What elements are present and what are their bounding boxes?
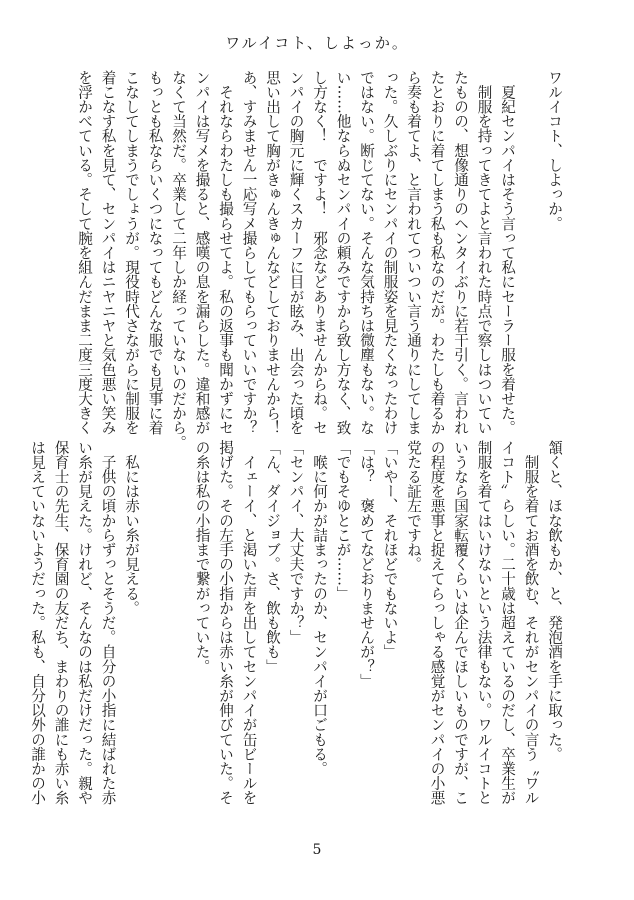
page-number: 5 [312,842,322,858]
upper-text-line: った。久しぶりにセンパイの制服姿を見たくなったわけ [381,70,399,435]
lower-text-line: 掲げた。その左手の小指からは赤い糸が伸びていた。そ [217,440,234,805]
upper-text-line: 思い出して胸がきゅんきゅんなどしておりませんから！ [264,70,281,435]
lower-text-line: イコト〟らしい。二十歳は超えているのだし、卒業生が [499,440,516,805]
upper-text-line: それならわたしも撮らせてよ。私の返事も聞かずにセ [217,70,234,435]
lower-text-line: は見えていないようだった。私も、自分以外の誰かの小 [29,440,46,805]
upper-text-line: たものの、想像通りのヘンタイぶりに若干引く。言われ [452,70,469,435]
lower-text-line [167,440,191,786]
upper-text-line: ワルイコト、しよっか。 [546,70,563,231]
upper-text-line: を浮かべている。そして腕を組んだまま二度三度大きく [76,70,93,435]
upper-text-line: たとおりに着てしまう私も私なのだが。わたしも着るか [428,70,446,435]
upper-text-line: 夏紀センパイはそう言って私にセーラー服を着せた。 [499,70,516,435]
upper-text-line [519,70,543,422]
upper-text-line: 着こなす私を見て、センパイはニヤニヤと気色悪い笑み [99,70,117,435]
lower-text-line: 「センパイ、大丈夫ですか？」 [287,440,305,645]
lower-text-line: 制服を着てはいけないという法律もない。ワルイコトと [475,440,493,805]
upper-text-line: し方なく！ ですよ！ 邪念などありませんからね。セ [311,70,328,435]
lower-text-line: い糸が見えた。けれど、そんなのは私だけだった。親や [76,440,93,805]
lower-text-line: 頷くと、ほな飲もか、と、発泡酒を手に取った。 [546,440,563,762]
lower-text-line: の糸は私の小指まで繋がっていた。 [193,440,211,674]
upper-text-line: い……他ならぬセンパイの頼みですから致し方なく、致 [334,70,352,435]
lower-text-block [26,440,567,805]
lower-text-line: 保育士の先生、保育園の友だち、まわりの誰にも赤い糸 [52,440,70,805]
lower-text-line: の程度を悪事と捉えてらっしゃる感覚がセンパイの小悪 [428,440,446,805]
lower-text-line: 喉に何かが詰まったのか、センパイが口ごもる。 [311,440,328,776]
upper-text-line: ンパイは写メを撮ると、感嘆の息を漏らした。違和感が [193,70,211,435]
lower-text-line: 「でもそゆとこが……」 [334,440,352,601]
upper-text-line: あ、すみません一応写メ撮らしてもらっていいですか？ [240,70,258,435]
lower-text-line: 私には赤い糸が見える。 [123,440,140,616]
lower-text-line: 「ん、ダイジョブ。さ、飲も飲も」 [264,440,281,674]
lower-text-line: 党たる証左ですね。 [405,440,422,572]
upper-text-line: ンパイの胸元に輝くスカーフに目が眩み、出会った頃を [287,70,305,435]
lower-text-line: イェーイ、と渇いた声を出してセンパイが缶ビールを [240,440,258,805]
lower-text-line: 子供の頃からずっとそうだ。自分の小指に結ばれた赤 [99,440,117,805]
lower-text-line: 制服を着てお酒を飲む、それがセンパイの言う〝ワル [522,440,540,805]
upper-text-block [73,70,567,450]
upper-text-line: もっとも私ならいくつになってもどんな服でも見事に着 [146,70,164,435]
lower-text-line: いうなら国家転覆くらいは企んでほしいものですが、こ [452,440,469,805]
upper-text-line: ら奏も着てよ、と言われてついつい言う通りにしてしま [405,70,422,435]
upper-text-line: こなしてしまうでしょうが。現役時代さながらに制服を [123,70,140,435]
lower-text-line: 「いやー、それほどでもないよ」 [381,440,399,659]
upper-text-line: 制服を持ってきてよと言われた時点で察しはついてい [475,70,493,435]
upper-text-line: なくて当然だ。卒業して二年しか経っていないのだから。 [170,70,187,450]
upper-text-line: ではない。断じてない。そんな気持ちは微塵もない。な [358,70,375,435]
lower-text-line [143,440,167,786]
page-title: ワルイコト、しよっか。 [225,34,409,52]
lower-text-line: 「は？ 褒めてなどおりませんが？」 [358,440,375,689]
